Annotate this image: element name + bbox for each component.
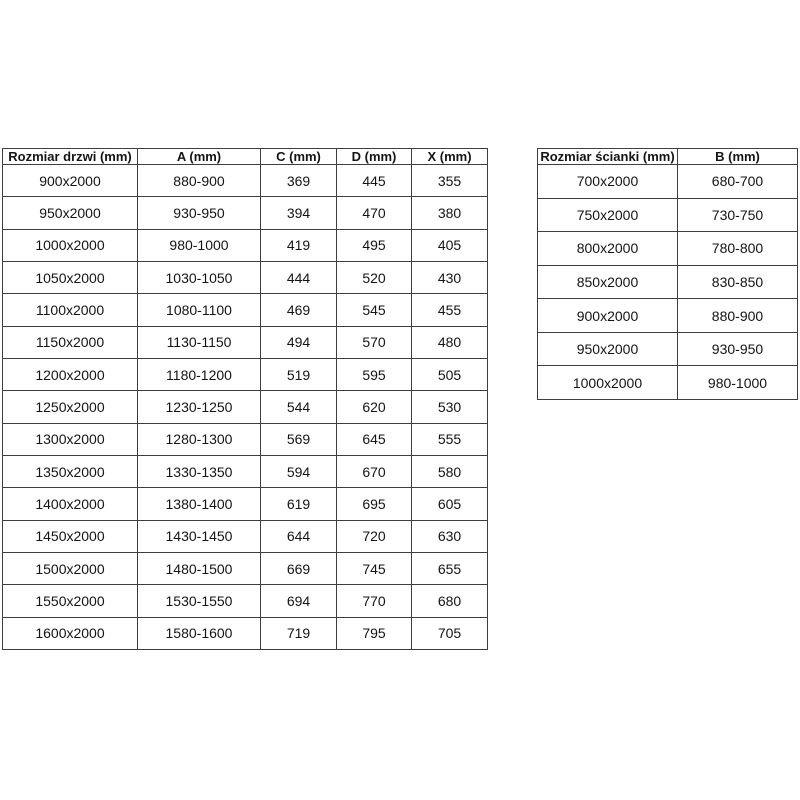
table-cell: 1550x2000 <box>3 585 138 617</box>
table-cell: 494 <box>261 326 337 358</box>
table-cell: 705 <box>412 617 488 649</box>
table-cell: 980-1000 <box>138 229 261 261</box>
table-cell: 770 <box>337 585 412 617</box>
column-header: B (mm) <box>678 149 798 165</box>
table-cell: 950x2000 <box>538 332 678 366</box>
table-cell: 594 <box>261 455 337 487</box>
table-cell: 544 <box>261 391 337 423</box>
table-cell: 520 <box>337 261 412 293</box>
table-cell: 595 <box>337 358 412 390</box>
table-cell: 980-1000 <box>678 366 798 400</box>
table-cell: 1280-1300 <box>138 423 261 455</box>
table-cell: 1180-1200 <box>138 358 261 390</box>
table-cell: 1380-1400 <box>138 488 261 520</box>
table-cell: 569 <box>261 423 337 455</box>
header-row <box>3 149 488 165</box>
table-row <box>538 299 798 333</box>
table-cell: 720 <box>337 520 412 552</box>
table-cell: 680-700 <box>678 165 798 199</box>
table-row <box>3 358 488 390</box>
column-header: Rozmiar drzwi (mm) <box>3 149 138 165</box>
table-cell: 930-950 <box>678 332 798 366</box>
table-cell: 505 <box>412 358 488 390</box>
column-header: Rozmiar ścianki (mm) <box>538 149 678 165</box>
table-cell: 619 <box>261 488 337 520</box>
table-cell: 1200x2000 <box>3 358 138 390</box>
table-cell: 1530-1550 <box>138 585 261 617</box>
table-cell: 1600x2000 <box>3 617 138 649</box>
table-row <box>3 488 488 520</box>
table-cell: 900x2000 <box>538 299 678 333</box>
column-header: A (mm) <box>138 149 261 165</box>
table-cell: 645 <box>337 423 412 455</box>
table-row <box>538 165 798 199</box>
table-row <box>538 198 798 232</box>
table-row <box>3 423 488 455</box>
table-cell: 1080-1100 <box>138 294 261 326</box>
table-cell: 470 <box>337 197 412 229</box>
table-cell: 530 <box>412 391 488 423</box>
table-row <box>3 229 488 261</box>
table-row <box>538 232 798 266</box>
column-header: C (mm) <box>261 149 337 165</box>
table-cell: 669 <box>261 552 337 584</box>
wall-panel-sizes-table <box>537 148 798 400</box>
table-cell: 580 <box>412 455 488 487</box>
table-cell: 880-900 <box>678 299 798 333</box>
table-cell: 1480-1500 <box>138 552 261 584</box>
table-row <box>3 261 488 293</box>
table-cell: 394 <box>261 197 337 229</box>
table-cell: 1450x2000 <box>3 520 138 552</box>
table-cell: 380 <box>412 197 488 229</box>
column-header: D (mm) <box>337 149 412 165</box>
table-row <box>3 455 488 487</box>
table-cell: 419 <box>261 229 337 261</box>
table-cell: 695 <box>337 488 412 520</box>
table-cell: 795 <box>337 617 412 649</box>
table-row <box>3 165 488 197</box>
table-cell: 1230-1250 <box>138 391 261 423</box>
table-cell: 830-850 <box>678 265 798 299</box>
table-cell: 1330-1350 <box>138 455 261 487</box>
table-cell: 430 <box>412 261 488 293</box>
table-cell: 444 <box>261 261 337 293</box>
table-row <box>3 520 488 552</box>
table-row <box>538 366 798 400</box>
table-cell: 850x2000 <box>538 265 678 299</box>
table-cell: 880-900 <box>138 165 261 197</box>
column-header: X (mm) <box>412 149 488 165</box>
table-cell: 480 <box>412 326 488 358</box>
table-cell: 780-800 <box>678 232 798 266</box>
table-cell: 455 <box>412 294 488 326</box>
table-cell: 1030-1050 <box>138 261 261 293</box>
table-cell: 700x2000 <box>538 165 678 199</box>
table-cell: 1000x2000 <box>538 366 678 400</box>
table-cell: 900x2000 <box>3 165 138 197</box>
table-cell: 495 <box>337 229 412 261</box>
table-cell: 1300x2000 <box>3 423 138 455</box>
table-cell: 1000x2000 <box>3 229 138 261</box>
table-cell: 1350x2000 <box>3 455 138 487</box>
door-sizes-table <box>2 148 488 650</box>
table-row <box>3 391 488 423</box>
header-row <box>538 149 798 165</box>
table-cell: 570 <box>337 326 412 358</box>
table-cell: 605 <box>412 488 488 520</box>
table-cell: 745 <box>337 552 412 584</box>
table-cell: 800x2000 <box>538 232 678 266</box>
table-row <box>3 197 488 229</box>
table-cell: 1100x2000 <box>3 294 138 326</box>
table-row <box>3 326 488 358</box>
table-row <box>3 552 488 584</box>
table-cell: 719 <box>261 617 337 649</box>
table-cell: 644 <box>261 520 337 552</box>
table-cell: 930-950 <box>138 197 261 229</box>
table-cell: 694 <box>261 585 337 617</box>
table-row <box>3 294 488 326</box>
table-cell: 1150x2000 <box>3 326 138 358</box>
table-cell: 445 <box>337 165 412 197</box>
table-cell: 519 <box>261 358 337 390</box>
table-cell: 1050x2000 <box>3 261 138 293</box>
table-cell: 1130-1150 <box>138 326 261 358</box>
table-cell: 1400x2000 <box>3 488 138 520</box>
table-cell: 545 <box>337 294 412 326</box>
table-cell: 555 <box>412 423 488 455</box>
table-cell: 950x2000 <box>3 197 138 229</box>
table-cell: 630 <box>412 520 488 552</box>
table-row <box>538 332 798 366</box>
table-cell: 655 <box>412 552 488 584</box>
table-row <box>3 585 488 617</box>
table-cell: 355 <box>412 165 488 197</box>
table-cell: 405 <box>412 229 488 261</box>
table-row <box>3 617 488 649</box>
table-cell: 369 <box>261 165 337 197</box>
table-cell: 1580-1600 <box>138 617 261 649</box>
table-cell: 680 <box>412 585 488 617</box>
table-cell: 730-750 <box>678 198 798 232</box>
table-row <box>538 265 798 299</box>
table-cell: 620 <box>337 391 412 423</box>
table-cell: 469 <box>261 294 337 326</box>
table-cell: 1500x2000 <box>3 552 138 584</box>
table-cell: 750x2000 <box>538 198 678 232</box>
table-cell: 1250x2000 <box>3 391 138 423</box>
table-cell: 1430-1450 <box>138 520 261 552</box>
table-cell: 670 <box>337 455 412 487</box>
